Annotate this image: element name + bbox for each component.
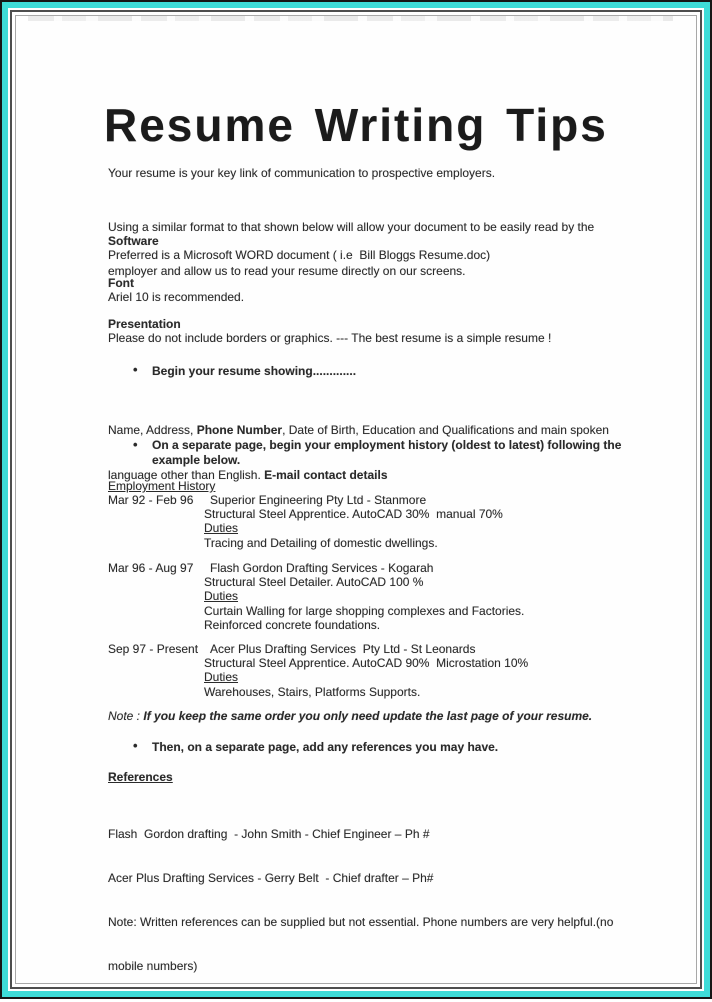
job-entry-2 [108,561,668,632]
intro-paragraph-1: Your resume is your key link of communication to prospective employers. [108,166,496,180]
document-page [16,16,696,983]
page-border-gap [8,8,704,991]
bullet-icon: • [133,738,138,753]
references-note-line1: Note: Written references can be supplied but not essential. Phone numbers are very helpful.(no [108,914,614,929]
bullet-references-text: Then, on a separate page, add any references you may have. [152,740,499,754]
font-heading: Font [108,276,134,290]
job-description [204,493,668,550]
note-text: If you keep the same order you only need update the last page of your resume. [143,709,593,723]
details-line1-pre: Name, Address, [108,423,197,437]
details-line2-pre: language other than English. [108,468,265,482]
note-line [108,709,592,724]
job-company: Flash Gordon Drafting Services - Kogarah [210,561,434,575]
job-dates: Sep 97 - Present [108,642,199,656]
details-line1-post: , Date of Birth, Education and Qualifications and main spoken [282,423,609,437]
page-border-inner-thin [15,15,697,984]
page-title: Resume Writing Tips [104,99,608,151]
page-border-inner-thick [10,10,702,989]
bullet-employment-line2: example below. [152,453,241,467]
intro-p2-line2: employer and allow us to read your resume directly on our screens. [108,263,466,278]
job-description [204,642,668,699]
scan-artifact [28,16,673,21]
job-duty: Reinforced concrete foundations. [204,617,381,632]
bullet-icon: • [133,362,138,377]
job-duty: Warehouses, Stairs, Platforms Supports. [204,684,421,699]
presentation-heading: Presentation [108,317,181,331]
job-duty: Curtain Walling for large shopping complexes and Factories. [204,603,525,618]
job-duties-label: Duties [204,670,239,685]
job-duties-label: Duties [204,521,239,536]
job-role: Structural Steel Apprentice. AutoCAD 30% manual 70% [204,507,503,522]
page-border-accent [2,2,710,997]
details-line1-bold: Phone Number [196,423,283,437]
job-description [204,561,668,632]
presentation-text: Please do not include borders or graphics. --- The best resume is a simple resume ! [108,331,552,345]
details-line2-bold: E-mail contact details [264,468,388,482]
job-duties-label: Duties [204,589,239,604]
details-line1 [108,423,609,438]
bullet-icon: • [133,437,138,452]
bullet-begin-resume [133,362,357,379]
job-dates: Mar 96 - Aug 97 [108,561,194,575]
job-company: Acer Plus Drafting Services Pty Ltd - St Leonards [210,642,476,656]
note-label: Note : [108,709,144,723]
software-text: Preferred is a Microsoft WORD document ( i.e Bill Bloggs Resume.doc) [108,248,491,262]
job-company: Superior Engineering Pty Ltd - Stanmore [210,493,427,507]
bullet-employment-line1: On a separate page, begin your employment history (oldest to latest) following the [152,438,622,452]
job-role: Structural Steel Apprentice. AutoCAD 90% Microstation 10% [204,656,529,671]
references-note-line2: mobile numbers) [108,958,198,973]
bullet-begin-resume-text: Begin your resume showing............. [152,364,357,378]
bullet-employment-history [133,437,622,468]
employment-history-heading: Employment History [108,479,216,493]
job-duty: Tracing and Detailing of domestic dwellings. [204,535,438,550]
bullet-references [133,738,499,755]
reference-2: Acer Plus Drafting Services - Gerry Belt - Chief drafter – Ph# [108,870,434,885]
reference-1: Flash Gordon drafting - John Smith - Chief Engineer – Ph # [108,827,430,842]
software-heading: Software [108,234,159,248]
job-role: Structural Steel Detailer. AutoCAD 100 % [204,575,424,590]
page-border-gap2 [12,12,700,987]
references-list [108,798,613,1002]
font-text: Ariel 10 is recommended. [108,290,245,304]
job-entry-1 [108,493,668,550]
intro-p2-line1: Using a similar format to that shown below will allow your document to be easily read by the [108,220,595,234]
references-heading: References [108,770,173,784]
job-dates: Mar 92 - Feb 96 [108,493,194,507]
job-entry-3 [108,642,668,699]
